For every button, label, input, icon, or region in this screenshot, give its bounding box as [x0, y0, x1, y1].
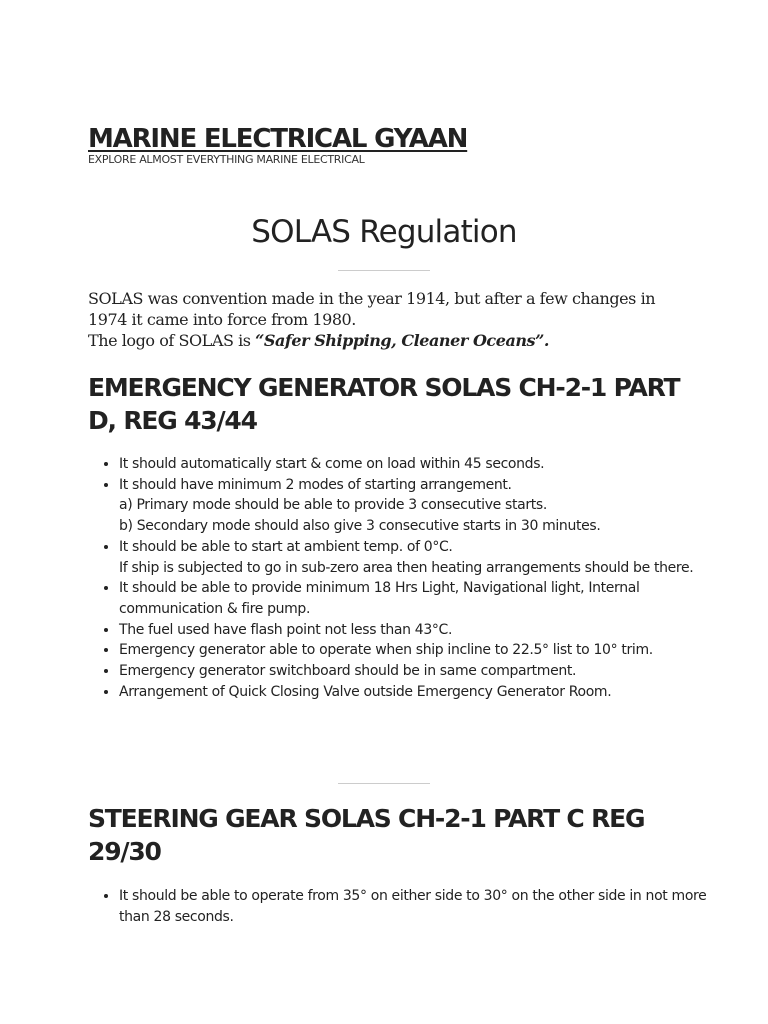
list-item: [119, 640, 711, 661]
list-item-line: If ship is subjected to go in sub-zero area then heating arrangements should be there.: [119, 559, 694, 576]
list-item-line: • It should be able to provide minimum 18 Hrs Light, Navigational light, Internal: [119, 580, 640, 597]
title-divider: [338, 270, 430, 271]
site-title-link[interactable]: MARINE ELECTRICAL GYAAN: [88, 124, 468, 154]
intro-text: [88, 288, 680, 351]
list-item: [119, 578, 711, 619]
list-item-line: a) Primary mode should be able to provide 3 consecutive starts.: [119, 497, 547, 514]
site-header: [88, 122, 467, 166]
section-heading-steering-gear: STEERING GEAR SOLAS CH-2-1 PART C REG 29/30: [88, 804, 645, 866]
list-item: [119, 620, 711, 641]
steering-gear-rules: [88, 886, 711, 927]
list-item-line: • Arrangement of Quick Closing Valve outside Emergency Generator Room.: [119, 683, 612, 700]
site-tagline: EXPLORE ALMOST EVERYTHING MARINE ELECTRICAL: [88, 153, 365, 166]
list-item-line: • Emergency generator switchboard should be in same compartment.: [119, 663, 577, 680]
list-item-line: • The fuel used have flash point not less than 43°C.: [119, 621, 453, 638]
list-item: [119, 454, 711, 475]
intro-logo-prefix: The logo of SOLAS is: [88, 331, 256, 350]
list-item: [119, 661, 711, 682]
list-item-line: communication & fire pump.: [119, 600, 311, 617]
list-item-line: • Emergency generator able to operate when ship incline to 22.5° list to 10° trim.: [119, 642, 653, 659]
post-title: SOLAS Regulation: [251, 214, 517, 250]
list-item-line: • It should be able to operate from 35° on either side to 30° on the other side in not more: [119, 888, 707, 904]
intro-paragraph: SOLAS was convention made in the year 1914, but after a few changes in 1974 it came into force from 1980.: [88, 289, 656, 329]
list-item: [119, 682, 711, 703]
list-item-line: than 28 seconds.: [119, 908, 234, 925]
list-item-line: b) Secondary mode should also give 3 consecutive starts in 30 minutes.: [119, 518, 601, 535]
section-divider: [338, 783, 430, 784]
list-item-line: • It should have minimum 2 modes of starting arrangement.: [119, 476, 512, 493]
solas-logo-quote: “Safer Shipping, Cleaner Oceans”.: [255, 331, 549, 350]
intro-logo-line: [88, 330, 680, 351]
section-heading-emergency-generator: EMERGENCY GENERATOR SOLAS CH-2-1 PART D, REG 43/44: [88, 373, 680, 435]
emergency-generator-rules: [88, 454, 711, 702]
list-item: [119, 886, 711, 927]
list-item-line: • It should automatically start & come on load within 45 seconds.: [119, 456, 545, 472]
list-item: [119, 537, 711, 578]
list-item-line: • It should be able to start at ambient temp. of 0°C.: [119, 538, 453, 555]
list-item: [119, 475, 711, 537]
